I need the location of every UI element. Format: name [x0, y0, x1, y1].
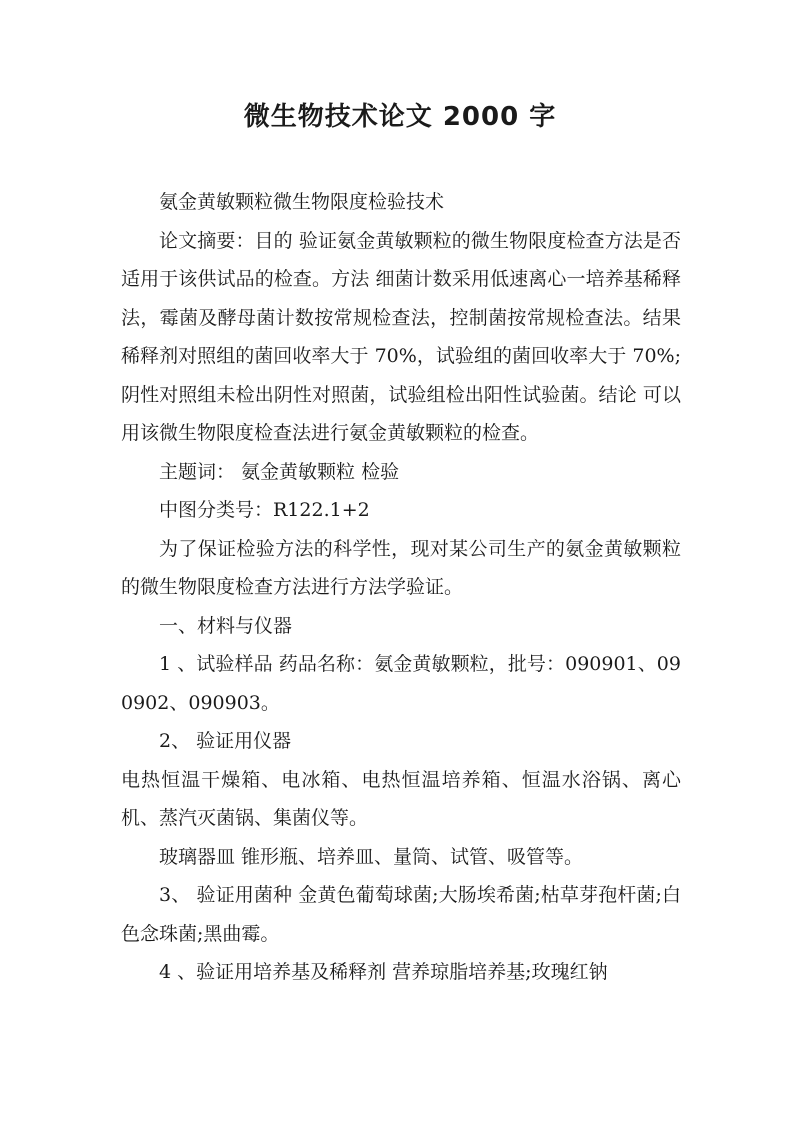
paragraph-media: 4 、验证用培养基及稀释剂 营养琼脂培养基;玫瑰红钠	[159, 961, 608, 983]
paragraph-keywords: 主题词： 氨金黄敏颗粒 检验	[159, 460, 400, 483]
paragraph-instruments-heading: 2、 验证用仪器	[159, 730, 292, 752]
paragraph-samples: 1 、试验样品 药品名称：氨金黄敏颗粒，批号：090901、090902、090903。	[121, 653, 681, 714]
paragraph-strains: 3、 验证用菌种 金黄色葡萄球菌;大肠埃希菌;枯草芽孢杆菌;白色念珠菌;黑曲霉。	[121, 884, 681, 945]
paragraph-classification: 中图分类号：R122.1+2	[159, 499, 370, 521]
section-heading-materials: 一、材料与仪器	[159, 614, 293, 637]
paragraph-instruments-list: 电热恒温干燥箱、电冰箱、电热恒温培养箱、恒温水浴锅、离心机、蒸汽灭菌锅、集菌仪等。	[121, 768, 681, 829]
paragraph-intro: 为了保证检验方法的科学性，现对某公司生产的氨金黄敏颗粒的微生物限度检查方法进行方法学验证。	[121, 537, 681, 598]
paragraph-glassware: 玻璃器皿 锥形瓶、培养皿、量筒、试管、吸管等。	[159, 845, 584, 868]
paragraph-abstract: 论文摘要：目的 验证氨金黄敏颗粒的微生物限度检查方法是否适用于该供试品的检查。方法 细菌计数采用低速离心一培养基稀释法，霉菌及酵母菌计数按常规检查法，控制菌按常规检查法。结果 稀释剂对照组的菌回收率大于 70%，试验组的菌回收率大于 70%;阴性对照组未检出阴性对照菌，试验组检出阳性试验菌。结论 可以用该微生物限度检查法进行氨金黄敏颗粒的检查。	[121, 229, 681, 444]
paragraph-subtitle: 氨金黄敏颗粒微生物限度检验技术	[159, 191, 445, 213]
document-body	[121, 183, 681, 992]
document-title: 微生物技术论文 2000 字	[243, 102, 557, 132]
